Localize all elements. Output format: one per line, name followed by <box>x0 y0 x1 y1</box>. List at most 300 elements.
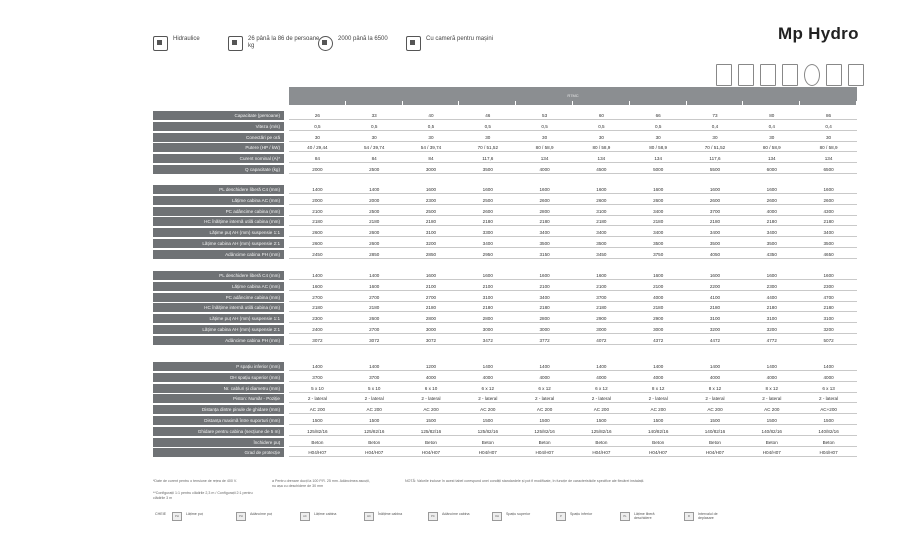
table-cell: 3200 <box>687 325 744 334</box>
table-cell: 3150 <box>516 250 573 259</box>
table-cell: 8 x 12 <box>687 384 744 393</box>
table-cell: 0,5 <box>459 122 516 131</box>
row-label: Putere (HP / kW) <box>153 143 284 152</box>
table-cell: 8 x 12 <box>630 384 687 393</box>
table-cell: 3500 <box>573 239 630 248</box>
table-cell: 3400 <box>516 228 573 237</box>
table-cell: 30 <box>573 133 630 142</box>
table-row <box>153 154 857 163</box>
table-cell: 3200 <box>743 325 800 334</box>
table-cell: 2600 <box>573 196 630 205</box>
table-cell: Beton <box>403 438 460 447</box>
table-cell: 80 / 58,9 <box>630 143 687 152</box>
table-cell: 73 <box>687 111 744 120</box>
table-cell: 1500 <box>459 416 516 425</box>
table-cell: 6 x 10 <box>403 384 460 393</box>
table-cell: 70 / 51,52 <box>459 143 516 152</box>
table-cell: 2100 <box>573 282 630 291</box>
table-cell: 3500 <box>687 239 744 248</box>
table-cell: 4072 <box>573 336 630 345</box>
table-cell: 30 <box>687 133 744 142</box>
table-cell: 0,4 <box>743 122 800 131</box>
table-cell: 3700 <box>687 207 744 216</box>
table-cell: 30 <box>289 133 346 142</box>
table-cell: 2600 <box>687 196 744 205</box>
legend-prefix: CHEIE <box>155 512 166 516</box>
table-cell: 2180 <box>687 217 744 226</box>
table-cell: 3450 <box>573 250 630 259</box>
table-cell: 4472 <box>687 336 744 345</box>
table-cell: 4000 <box>516 373 573 382</box>
table-cell: 134 <box>516 154 573 163</box>
table-cell: 2900 <box>630 314 687 323</box>
table-cell: 4000 <box>687 373 744 382</box>
table-cell: 4000 <box>459 373 516 382</box>
legend-code: PH <box>172 512 182 521</box>
hydraulic-label: Hidraulice <box>173 36 200 42</box>
table-cell: 6 x 12 <box>516 384 573 393</box>
row-label: Piston: Număr - Poziție <box>153 394 284 403</box>
table-cell: 2100 <box>403 282 460 291</box>
table-cell: 4000 <box>630 373 687 382</box>
table-cell: 3000 <box>630 325 687 334</box>
table-cell: 1200 <box>403 362 460 371</box>
table-row <box>153 250 857 259</box>
table-cell: 30 <box>516 133 573 142</box>
table-cell: 54 / 39,74 <box>346 143 403 152</box>
table-cell: 6500 <box>800 165 857 174</box>
legend <box>155 512 748 521</box>
table-cell: 3400 <box>459 239 516 248</box>
table-cell: 1600 <box>459 185 516 194</box>
table-cell: 1600 <box>289 282 346 291</box>
table-cell: 5072 <box>800 336 857 345</box>
table-cell: 2 - lateral <box>743 394 800 403</box>
row-label: Adâncime cabina PH (mm) <box>153 250 284 259</box>
table-cell: 2 - lateral <box>403 394 460 403</box>
table-cell: 0,5 <box>403 122 460 131</box>
table-cell: 140/82/16 <box>743 427 800 436</box>
row-label: Adâncime cabina PH (mm) <box>153 336 284 345</box>
table-cell: 1400 <box>516 362 573 371</box>
table-cell: 3400 <box>800 228 857 237</box>
table-cell: 2800 <box>516 207 573 216</box>
table-cell: 6 x 12 <box>573 384 630 393</box>
table-cell: 1600 <box>743 185 800 194</box>
table-cell: 0,5 <box>573 122 630 131</box>
table-cell: 4000 <box>743 207 800 216</box>
table-cell: 4700 <box>800 293 857 302</box>
table-cell: Beton <box>459 438 516 447</box>
row-label: Lățime cabina AC (mm) <box>153 196 284 205</box>
table-cell: 2850 <box>403 250 460 259</box>
table-cell: 2500 <box>346 207 403 216</box>
table-row <box>153 394 857 403</box>
table-cell: 80 <box>743 111 800 120</box>
table-cell: 2500 <box>459 196 516 205</box>
table-cell: 4772 <box>743 336 800 345</box>
table-cell: 3100 <box>743 314 800 323</box>
column-dividers <box>289 101 857 105</box>
table-cell: Beton <box>516 438 573 447</box>
table-row <box>153 303 857 312</box>
table-cell: 54 / 39,74 <box>403 143 460 152</box>
table-cell: 2900 <box>573 314 630 323</box>
table-cell: 1500 <box>800 416 857 425</box>
table-cell: 5500 <box>687 165 744 174</box>
table-cell: 2000 <box>346 196 403 205</box>
table-cell: 140/82/16 <box>630 427 687 436</box>
row-label: PC adâncime cabina (mm) <box>153 207 284 216</box>
row-label: Lățime cabina AH (mm) suspensie 2:1 <box>153 239 284 248</box>
row-label: Capacitate (persoane) <box>153 111 284 120</box>
table-cell: 4050 <box>687 250 744 259</box>
legend-code: PC <box>428 512 438 521</box>
table-cell: 1600 <box>800 271 857 280</box>
legend-code: R <box>684 512 694 521</box>
table-cell: 53 <box>516 111 573 120</box>
table-cell: 3100 <box>573 207 630 216</box>
legend-item <box>300 512 342 521</box>
legend-item <box>492 512 534 521</box>
table-row <box>153 336 857 345</box>
table-row <box>153 122 857 131</box>
table-cell: 84 <box>289 154 346 163</box>
table-row <box>153 143 857 152</box>
table-cell: 1600 <box>346 282 403 291</box>
brand-logo: Mp Hydro <box>778 24 859 43</box>
table-cell: 6 x 12 <box>459 384 516 393</box>
table-cell: 4300 <box>800 207 857 216</box>
table-cell: 2180 <box>459 303 516 312</box>
table-cell: 30 <box>459 133 516 142</box>
footnote-2: **Configurații 1:1 pentru clădirile 2,3 m / Configurații 2:1 pentru clădirile 3 m <box>153 491 253 500</box>
table-cell: 1500 <box>289 416 346 425</box>
table-cell: 1500 <box>573 416 630 425</box>
table-cell: 3500 <box>743 239 800 248</box>
table-cell: 2600 <box>346 239 403 248</box>
table-cell: 2200 <box>687 282 744 291</box>
table-cell: H04/H07 <box>687 448 744 457</box>
table-cell: 2600 <box>800 196 857 205</box>
table-cell: 84 <box>403 154 460 163</box>
row-label: Lățime puț AH (mm) suspensie 1:1 <box>153 228 284 237</box>
table-cell: 3072 <box>403 336 460 345</box>
table-cell: 134 <box>743 154 800 163</box>
table-cell: 30 <box>346 133 403 142</box>
table-cell: AC 200 <box>289 405 346 414</box>
table-cell: 0,5 <box>630 122 687 131</box>
legend-text: Spațiu superior <box>505 512 531 516</box>
table-cell: H04/H07 <box>346 448 403 457</box>
table-cell: H04/H07 <box>573 448 630 457</box>
table-cell: 2700 <box>346 293 403 302</box>
table-row <box>153 271 857 280</box>
table-row <box>153 111 857 120</box>
table-cell: 1400 <box>289 271 346 280</box>
row-label: Lățime puț AH (mm) suspensie 1:1 <box>153 314 284 323</box>
table-cell: 5 x 10 <box>289 384 346 393</box>
table-cell: 117,6 <box>687 154 744 163</box>
row-label: P spațiu inferior (mm) <box>153 362 284 371</box>
row-label: Lățime cabina AC (mm) <box>153 282 284 291</box>
table-cell: 2600 <box>346 314 403 323</box>
table-cell: H04/H07 <box>800 448 857 457</box>
table-cell: 3300 <box>459 228 516 237</box>
table-cell: 46 <box>459 111 516 120</box>
people-icon <box>228 36 243 51</box>
table-cell: 1600 <box>630 185 687 194</box>
legend-code: PL <box>620 512 630 521</box>
table-cell: 3000 <box>573 325 630 334</box>
table-cell: 1500 <box>687 416 744 425</box>
machine-room-label: Cu cameră pentru mașini <box>426 36 494 42</box>
table-cell: 2800 <box>516 314 573 323</box>
table-cell: 3500 <box>459 165 516 174</box>
table-cell: 0,4 <box>800 122 857 131</box>
table-cell: 3072 <box>289 336 346 345</box>
table-cell: H04/H07 <box>289 448 346 457</box>
row-label: Q capacitate (kg) <box>153 165 284 174</box>
row-label: Distanța maximă între suporturi (mm) <box>153 416 284 425</box>
table-cell: 2600 <box>289 228 346 237</box>
row-label: Lățime cabina AH (mm) suspensie 2:1 <box>153 325 284 334</box>
table-cell: 3100 <box>687 314 744 323</box>
table-cell: 5000 <box>630 165 687 174</box>
table-cell: H04/H07 <box>403 448 460 457</box>
table-cell: 2100 <box>516 282 573 291</box>
table-cell: 2700 <box>289 293 346 302</box>
row-label: Conectări pe oră <box>153 133 284 142</box>
legend-code: P <box>556 512 566 521</box>
table-cell: 1400 <box>687 362 744 371</box>
footnote-3: a Pentru drenare ducți la 100 P.R. 25 mm. Adâncimea ascuții, nu așa cu deschidere de 30 mm <box>272 479 370 488</box>
table-cell: 1600 <box>800 185 857 194</box>
table-cell: 2 - lateral <box>573 394 630 403</box>
table-cell: 4500 <box>573 165 630 174</box>
weight-icon <box>318 36 333 51</box>
table-cell: 2600 <box>289 239 346 248</box>
table-cell: AC 200 <box>687 405 744 414</box>
table-cell: 1600 <box>743 271 800 280</box>
row-label: Închidere puț <box>153 438 284 447</box>
table-cell: 0,5 <box>289 122 346 131</box>
table-cell: 2400 <box>289 325 346 334</box>
table-cell: 5 x 10 <box>346 384 403 393</box>
table-cell: 2450 <box>289 250 346 259</box>
table-cell: 1600 <box>687 185 744 194</box>
table-cell: 2180 <box>687 303 744 312</box>
table-cell: 1400 <box>346 362 403 371</box>
table-cell: 1600 <box>516 185 573 194</box>
table-cell: 1600 <box>573 271 630 280</box>
table-cell: 2180 <box>573 217 630 226</box>
office-icon <box>738 64 754 86</box>
machine-room-feature <box>406 36 526 51</box>
load-label: 2000 până la 6500 <box>338 36 388 42</box>
table-row <box>153 362 857 371</box>
table-cell: 60 <box>573 111 630 120</box>
legend-item <box>172 512 214 521</box>
table-cell: 2700 <box>346 325 403 334</box>
table-cell: 2 - lateral <box>800 394 857 403</box>
table-row <box>153 282 857 291</box>
table-cell: Beton <box>630 438 687 447</box>
table-cell: 125/82/16 <box>516 427 573 436</box>
table-cell: 2100 <box>630 282 687 291</box>
table-cell: 3400 <box>743 228 800 237</box>
table-cell: 2180 <box>403 303 460 312</box>
table-cell: 33 <box>346 111 403 120</box>
table-cell: 0,4 <box>687 122 744 131</box>
table-cell: 125/82/16 <box>346 427 403 436</box>
legend-code: PH <box>236 512 246 521</box>
table-cell: 4000 <box>573 373 630 382</box>
table-cell: 3472 <box>459 336 516 345</box>
table-cell: 2 - lateral <box>289 394 346 403</box>
hydraulic-icon <box>153 36 168 51</box>
table-cell: 30 <box>800 133 857 142</box>
table-cell: 6 x 13 <box>800 384 857 393</box>
table-cell: 1500 <box>743 416 800 425</box>
table-cell: 3700 <box>289 373 346 382</box>
table-cell: 3500 <box>800 239 857 248</box>
table-cell: 2180 <box>289 217 346 226</box>
table-cell: 2180 <box>743 217 800 226</box>
table-cell: 1400 <box>630 362 687 371</box>
table-cell: 1400 <box>289 362 346 371</box>
table-cell: 2600 <box>630 196 687 205</box>
table-cell: 6000 <box>743 165 800 174</box>
table-cell: 30 <box>743 133 800 142</box>
table-cell: 2000 <box>289 165 346 174</box>
table-cell: 8 x 12 <box>743 384 800 393</box>
table-cell: H04/H07 <box>743 448 800 457</box>
table-cell: 86 <box>800 111 857 120</box>
home-icon <box>782 64 798 86</box>
table-cell: 3000 <box>403 165 460 174</box>
table-cell: 2100 <box>459 282 516 291</box>
table-cell: 26 <box>289 111 346 120</box>
table-row <box>153 239 857 248</box>
table-cell: 2180 <box>800 217 857 226</box>
table-cell: 80 / 58,9 <box>800 143 857 152</box>
table-cell: Beton <box>800 438 857 447</box>
table-cell: 2 - lateral <box>516 394 573 403</box>
row-label: HC înălțime internă utilă cabina (mm) <box>153 217 284 226</box>
table-cell: 125/82/16 <box>289 427 346 436</box>
table-cell: 1400 <box>743 362 800 371</box>
table-cell: 80 / 58,9 <box>573 143 630 152</box>
table-cell: 4000 <box>516 165 573 174</box>
legend-item <box>620 512 662 521</box>
table-cell: 40 <box>403 111 460 120</box>
legend-text: Spațiu inferior <box>569 512 593 516</box>
table-cell: 2800 <box>403 314 460 323</box>
table-cell: 2180 <box>630 303 687 312</box>
table-cell: 3400 <box>687 228 744 237</box>
table-cell: AC+200 <box>800 405 857 414</box>
table-row <box>153 165 857 174</box>
legend-text: Lățime liberă deschidere <box>633 512 655 520</box>
table-cell: 134 <box>573 154 630 163</box>
table-cell: 1400 <box>346 185 403 194</box>
row-label: Distanța dintre pinule de ghidare (mm) <box>153 405 284 414</box>
table-cell: 2180 <box>743 303 800 312</box>
legend-text: Înălțime cabina <box>377 512 403 516</box>
table-cell: 2180 <box>346 217 403 226</box>
table-cell: 2 - lateral <box>346 394 403 403</box>
table-cell: 2500 <box>403 207 460 216</box>
table-cell: 3400 <box>630 207 687 216</box>
legend-item <box>556 512 598 521</box>
table-cell: 70 / 51,52 <box>687 143 744 152</box>
table-cell: 3100 <box>459 293 516 302</box>
table-cell: 2850 <box>346 250 403 259</box>
table-row <box>153 384 857 393</box>
table-cell: 2180 <box>403 217 460 226</box>
table-cell: 4372 <box>630 336 687 345</box>
table-cell: H04/H07 <box>516 448 573 457</box>
table-cell: AC 200 <box>459 405 516 414</box>
table-row <box>153 293 857 302</box>
legend-code: OH <box>492 512 502 521</box>
legend-text: Intervalul de deplasare <box>697 512 718 520</box>
table-cell: 4100 <box>687 293 744 302</box>
table-cell: 2 - lateral <box>630 394 687 403</box>
table-cell: 1600 <box>630 271 687 280</box>
table-cell: 125/82/16 <box>573 427 630 436</box>
table-cell: 1400 <box>573 362 630 371</box>
table-cell: 3500 <box>630 239 687 248</box>
table-cell: 1600 <box>516 271 573 280</box>
table-cell: 2600 <box>743 196 800 205</box>
table-cell: 117,6 <box>459 154 516 163</box>
table-cell: 66 <box>630 111 687 120</box>
table-cell: 4000 <box>630 293 687 302</box>
table-cell: 1600 <box>403 271 460 280</box>
table-cell: 2600 <box>516 196 573 205</box>
table-cell: 2180 <box>630 217 687 226</box>
table-cell: 1600 <box>403 185 460 194</box>
legend-item <box>428 512 470 521</box>
table-cell: 3400 <box>573 228 630 237</box>
table-cell: 0,5 <box>346 122 403 131</box>
table-cell: 2500 <box>346 165 403 174</box>
hospital-icon <box>760 64 776 86</box>
table-cell: 2180 <box>516 217 573 226</box>
hotel-icon <box>716 64 732 86</box>
legend-text: Lățime puț <box>185 512 203 516</box>
table-cell: 2600 <box>346 228 403 237</box>
table-cell: 3400 <box>630 228 687 237</box>
table-cell: 1600 <box>573 185 630 194</box>
table-cell: 30 <box>403 133 460 142</box>
table-row <box>153 207 857 216</box>
table-cell: 140/82/16 <box>687 427 744 436</box>
table-cell: 1500 <box>630 416 687 425</box>
table-cell: 3750 <box>630 250 687 259</box>
row-label: PL deschidere liberă C4 (mm) <box>153 271 284 280</box>
table-cell: 3000 <box>403 325 460 334</box>
table-cell: 1600 <box>687 271 744 280</box>
table-cell: Beton <box>743 438 800 447</box>
table-cell: AC 200 <box>403 405 460 414</box>
legend-item <box>236 512 278 521</box>
table-cell: AC 200 <box>573 405 630 414</box>
table-cell: 3100 <box>800 314 857 323</box>
table-cell: 1500 <box>403 416 460 425</box>
